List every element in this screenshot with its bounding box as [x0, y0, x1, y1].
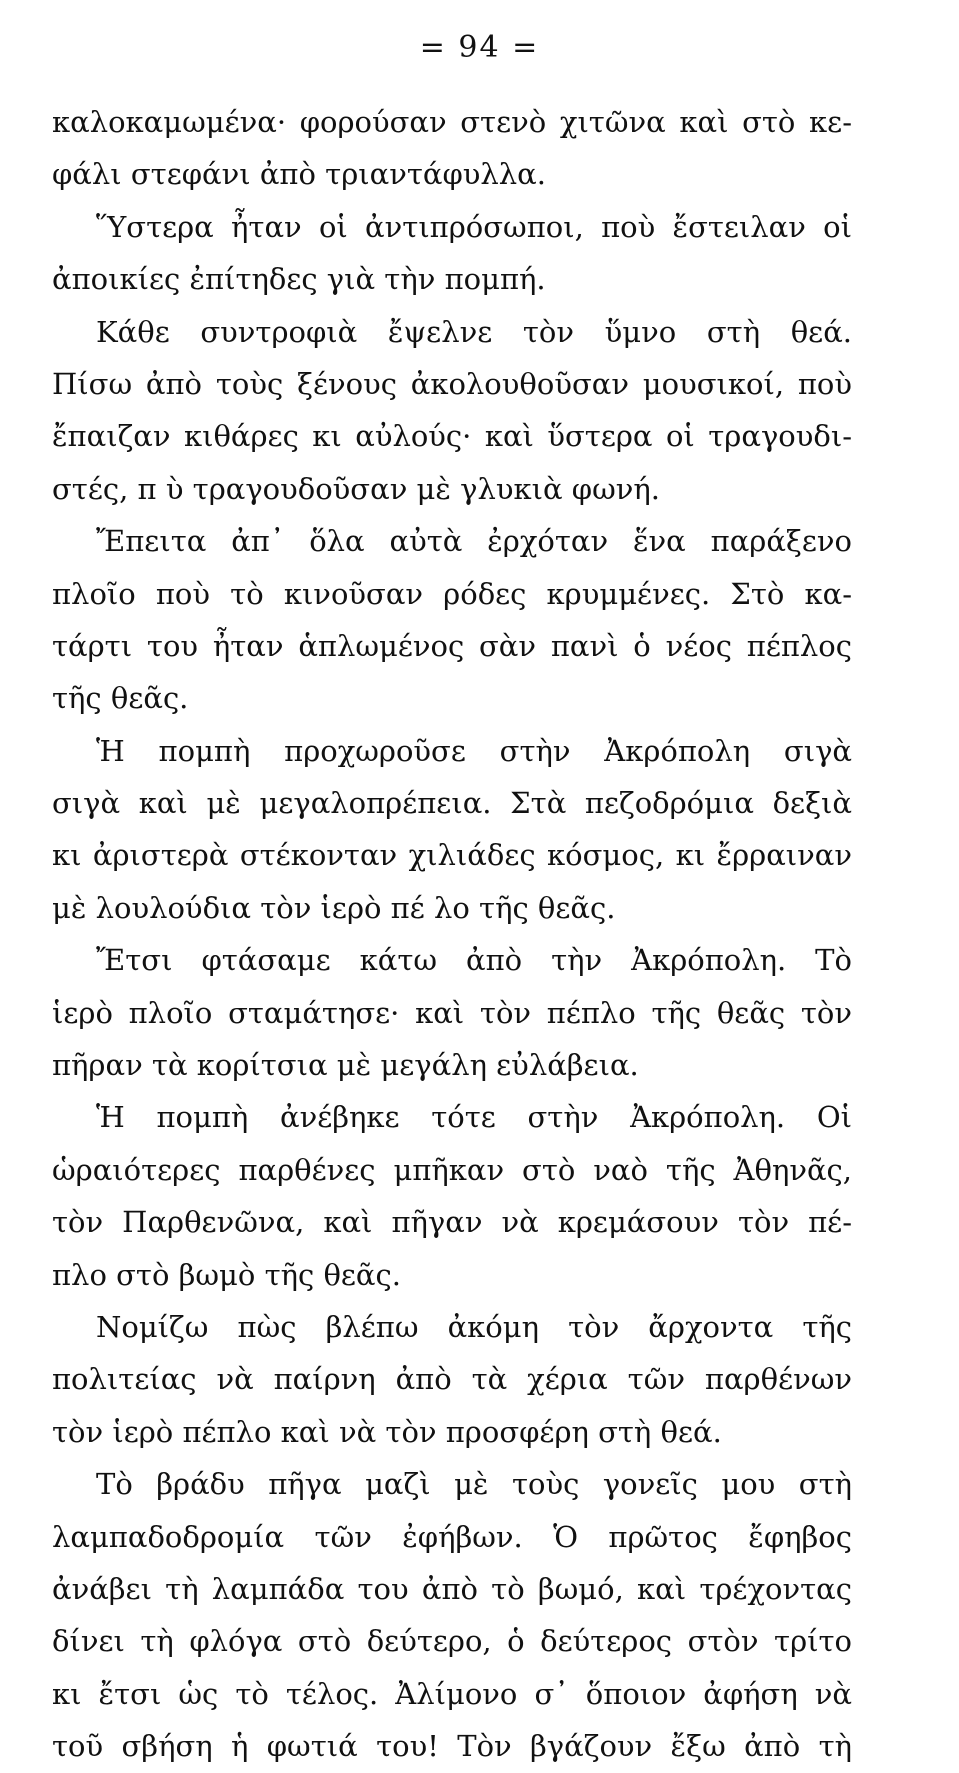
text-line: Ἡ πομπὴ ἀνέβηκε τότε στὴν Ἀκρόπολη. Οἱ [96, 1100, 852, 1135]
text-line: τὸν Παρθενῶνα, καὶ πῆγαν νὰ κρεμάσουν τὸν πέ- [52, 1205, 852, 1240]
text-line: Ὕστερα ἦταν οἱ ἀντιπρόσωποι, ποὺ ἔστειλαν οἱ [96, 209, 852, 244]
text-line: ὡραιότερες παρθένες μπῆκαν στὸ ναὸ τῆς Ἀθηνᾶς, [52, 1152, 852, 1187]
text-line: ἱερὸ πλοῖο σταμάτησε· καὶ τὸν πέπλο τῆς θεᾶς τὸν [52, 995, 852, 1030]
text-line: ἔπαιζαν κιθάρες κι αὐλούς· καὶ ὕστερα οἱ τραγουδι- [52, 419, 852, 454]
text-line: τάρτι του ἦταν ἁπλωμένος σὰν πανὶ ὁ νέος πέπλος [52, 628, 852, 663]
text-line: Ἔπειτα ἀπ᾿ ὅλα αὐτὰ ἐρχόταν ἕνα παράξενο [96, 524, 852, 559]
text-line: κι ἀριστερὰ στέκονταν χιλιάδες κόσμος, κι ἔρραιναν [52, 838, 852, 873]
text-line: λαμπαδοδρομία τῶν ἐφήβων. Ὁ πρῶτος ἔφηβος [52, 1519, 852, 1554]
text-line: Πίσω ἀπὸ τοὺς ξένους ἀκολουθοῦσαν μουσικοί, ποὺ [52, 366, 852, 401]
text-line: Ἡ πομπὴ προχωροῦσε στὴν Ἀκρόπολη σιγὰ [96, 733, 852, 768]
text-line: Νομίζω πὼς βλέπω ἀκόμη τὸν ἄρχοντα τῆς [96, 1309, 852, 1344]
text-line: δίνει τὴ φλόγα στὸ δεύτερο, ὁ δεύτερος στὸν τρίτο [52, 1624, 852, 1659]
text-line: ἀποικίες ἐπίτηδες γιὰ τὴν πομπή. [52, 262, 546, 297]
body-text [52, 96, 852, 1773]
text-line: πλοῖο ποὺ τὸ κινοῦσαν ρόδες κρυμμένες. Στὸ κα- [52, 576, 852, 611]
text-line: τοῦ σβήση ἡ φωτιά του! Τὸν βγάζουν ἔξω ἀπὸ τὴ [52, 1729, 852, 1764]
text-line: Ἔτσι φτάσαμε κάτω ἀπὸ τὴν Ἀκρόπολη. Τὸ [96, 943, 852, 978]
text-line: Τὸ βράδυ πῆγα μαζὶ μὲ τοὺς γονεῖς μου στὴ [96, 1467, 852, 1502]
text-line: σιγὰ καὶ μὲ μεγαλοπρέπεια. Στὰ πεζοδρόμια δεξιὰ [52, 786, 852, 821]
text-line: στές, π ὺ τραγουδοῦσαν μὲ γλυκιὰ φωνή. [52, 471, 660, 506]
text-line: Κάθε συντροφιὰ ἔψελνε τὸν ὕμνο στὴ θεά. [96, 314, 852, 349]
text-line: πῆραν τὰ κορίτσια μὲ μεγάλη εὐλάβεια. [52, 1048, 639, 1083]
text-line: μὲ λουλούδια τὸν ἱερὸ πέ λο τῆς θεᾶς. [52, 890, 616, 925]
text-line: τῆς θεᾶς. [52, 681, 189, 716]
text-line: τὸν ἱερὸ πέπλο καὶ νὰ τὸν προσφέρη στὴ θεά. [52, 1414, 722, 1449]
text-line: φάλι στεφάνι ἀπὸ τριαντάφυλλα. [52, 157, 546, 192]
text-line: πλο στὸ βωμὸ τῆς θεᾶς. [52, 1257, 401, 1292]
text-line: καλοκαμωμένα· φορούσαν στενὸ χιτῶνα καὶ στὸ κε- [52, 105, 852, 139]
text-line: κι ἔτσι ὡς τὸ τέλος. Ἀλίμονο σ᾿ ὅποιον ἀφήση νὰ [52, 1676, 852, 1711]
page-number: = 94 = [419, 30, 540, 65]
text-line: πολιτείας νὰ παίρνη ἀπὸ τὰ χέρια τῶν παρθένων [52, 1362, 852, 1397]
text-line: ἀνάβει τὴ λαμπάδα του ἀπὸ τὸ βωμό, καὶ τρέχοντας [52, 1571, 852, 1606]
